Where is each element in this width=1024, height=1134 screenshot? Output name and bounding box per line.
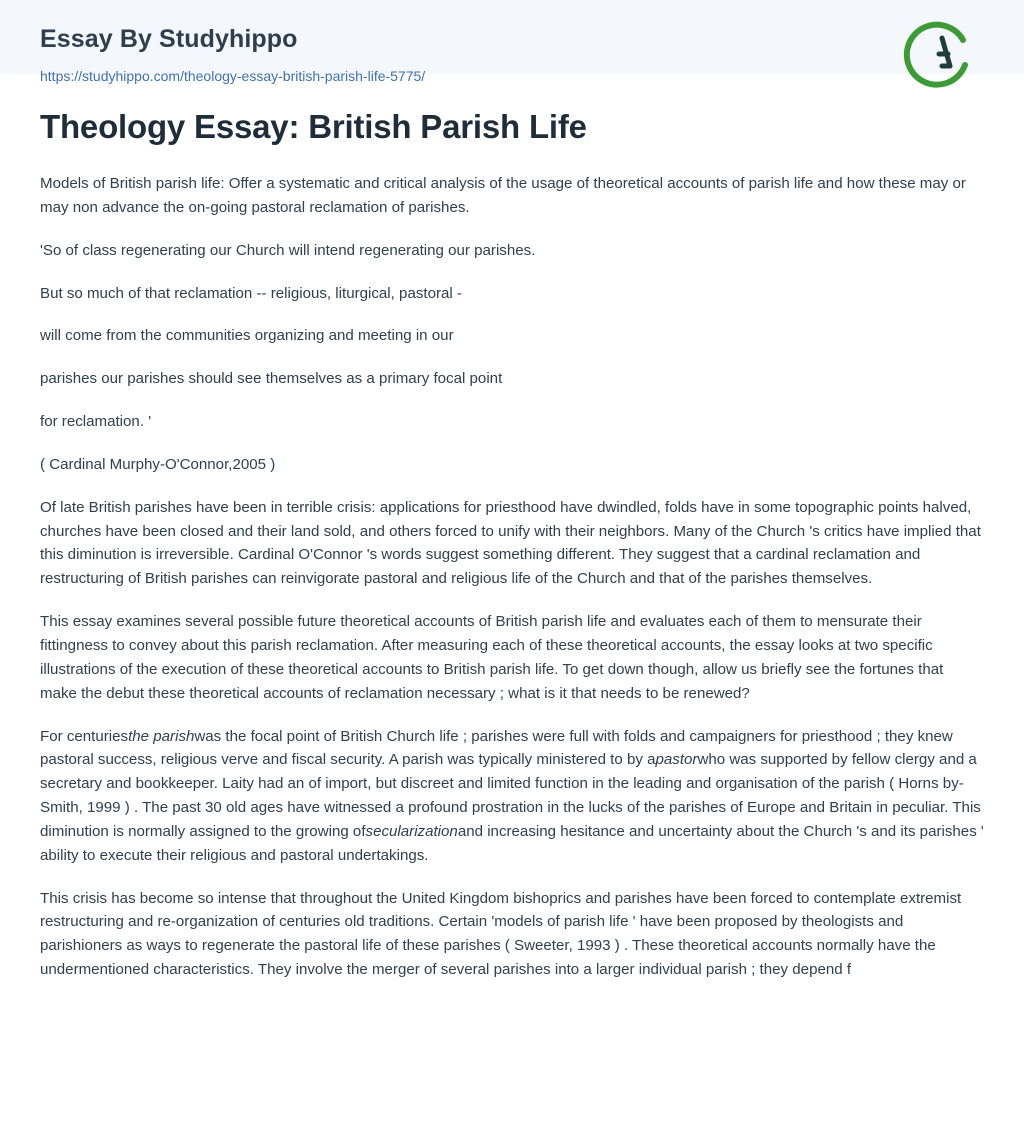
paragraph-with-italics	[40, 725, 984, 868]
source-url[interactable]: https://studyhippo.com/theology-essay-british-parish-life-5775/	[40, 67, 426, 84]
paragraph-rest-3: and increasing hesitance and uncertainty about the Church 's and its parishes ' ability to execute their religious and pastoral undertakings.	[40, 822, 984, 864]
paragraph: But so much of that reclamation -- religious, liturgical, pastoral -	[40, 284, 462, 302]
paragraph: This crisis has become so intense that throughout the United Kingdom bishoprics and parishes have been forced to contemplate extremist restructuring and re-organization of centuries old traditions. Certain 'models of parish life ' have been proposed by theologists and parishioners as ways to regenerate the pastoral life of these parishes ( Sweeter, 1993 ) . These theoretical accounts normally have the undermentioned characteristics. They involve the merger of several parishes into a larger individual parish ; they depend f	[40, 889, 962, 979]
article-body	[0, 74, 1024, 1041]
studyhippo-circle-logo-icon	[902, 18, 976, 92]
paragraph-lead: For centuries	[40, 727, 129, 745]
italic-term-pastor: pastor	[655, 751, 698, 769]
paragraph: will come from the communities organizing and meeting in our	[40, 327, 454, 345]
paragraph-rest-2: who was supported by fellow clergy and a secretary and bookkeeper. Laity had an of import, but discreet and limited function in the leading and organisation of the parish ( Horns by-Smith, 1999 ) . The past 30 old ages have witnessed a profound prostration in the lucks of the parishes of Europe and Britain in peculiar. This diminution is normally assigned to the growing of	[40, 751, 981, 840]
paragraph: for reclamation. '	[40, 413, 152, 431]
site-header	[0, 0, 1024, 84]
paragraph: This essay examines several possible future theoretical accounts of British parish life and evaluates each of them to mensurate their fittingness to convey about this parish reclamation. After measuring each of these theoretical accounts, the essay looks at two specific illustrations of the execution of these theoretical accounts to British parish life. To get down though, allow us briefly see the fortunes that make the debut these theoretical accounts of reclamation necessary ; what is it that needs to be renewed?	[40, 613, 944, 702]
site-brand: Essay By Studyhippo	[40, 25, 298, 53]
page-title: Theology Essay: British Parish Life	[40, 108, 587, 145]
paragraph: parishes our parishes should see themselves as a primary focal point	[40, 370, 503, 388]
paragraph-rest: was the focal point of British Church life ; parishes were full with folds and campaigners for priesthood ; they knew pastoral success, religious verve and fiscal security. A parish was typically ministered to by a	[40, 727, 953, 769]
paragraph-citation: ( Cardinal Murphy-O'Connor,2005 )	[40, 455, 276, 473]
paragraph: Of late British parishes have been in terrible crisis: applications for priesthood have dwindled, folds have in some topographic points halved, churches have been closed and their land sold, and others forced to unify with their neighbors. Many of the Church 's critics have implied that this diminution is irreversible. Cardinal O'Connor 's words suggest something different. They suggest that a cardinal reclamation and restructuring of British parishes can reinvigorate pastoral and religious life of the Church and that of the parishes themselves.	[40, 498, 981, 588]
paragraph: Models of British parish life: Offer a systematic and critical analysis of the usage of theoretical accounts of parish life and how these may or may non advance the on-going pastoral reclamation of parishes.	[40, 175, 966, 216]
paragraph: 'So of class regenerating our Church will intend regenerating our parishes.	[40, 241, 536, 259]
italic-term-secularization: secularization	[365, 822, 458, 840]
italic-term-parish: the parish	[128, 727, 195, 745]
